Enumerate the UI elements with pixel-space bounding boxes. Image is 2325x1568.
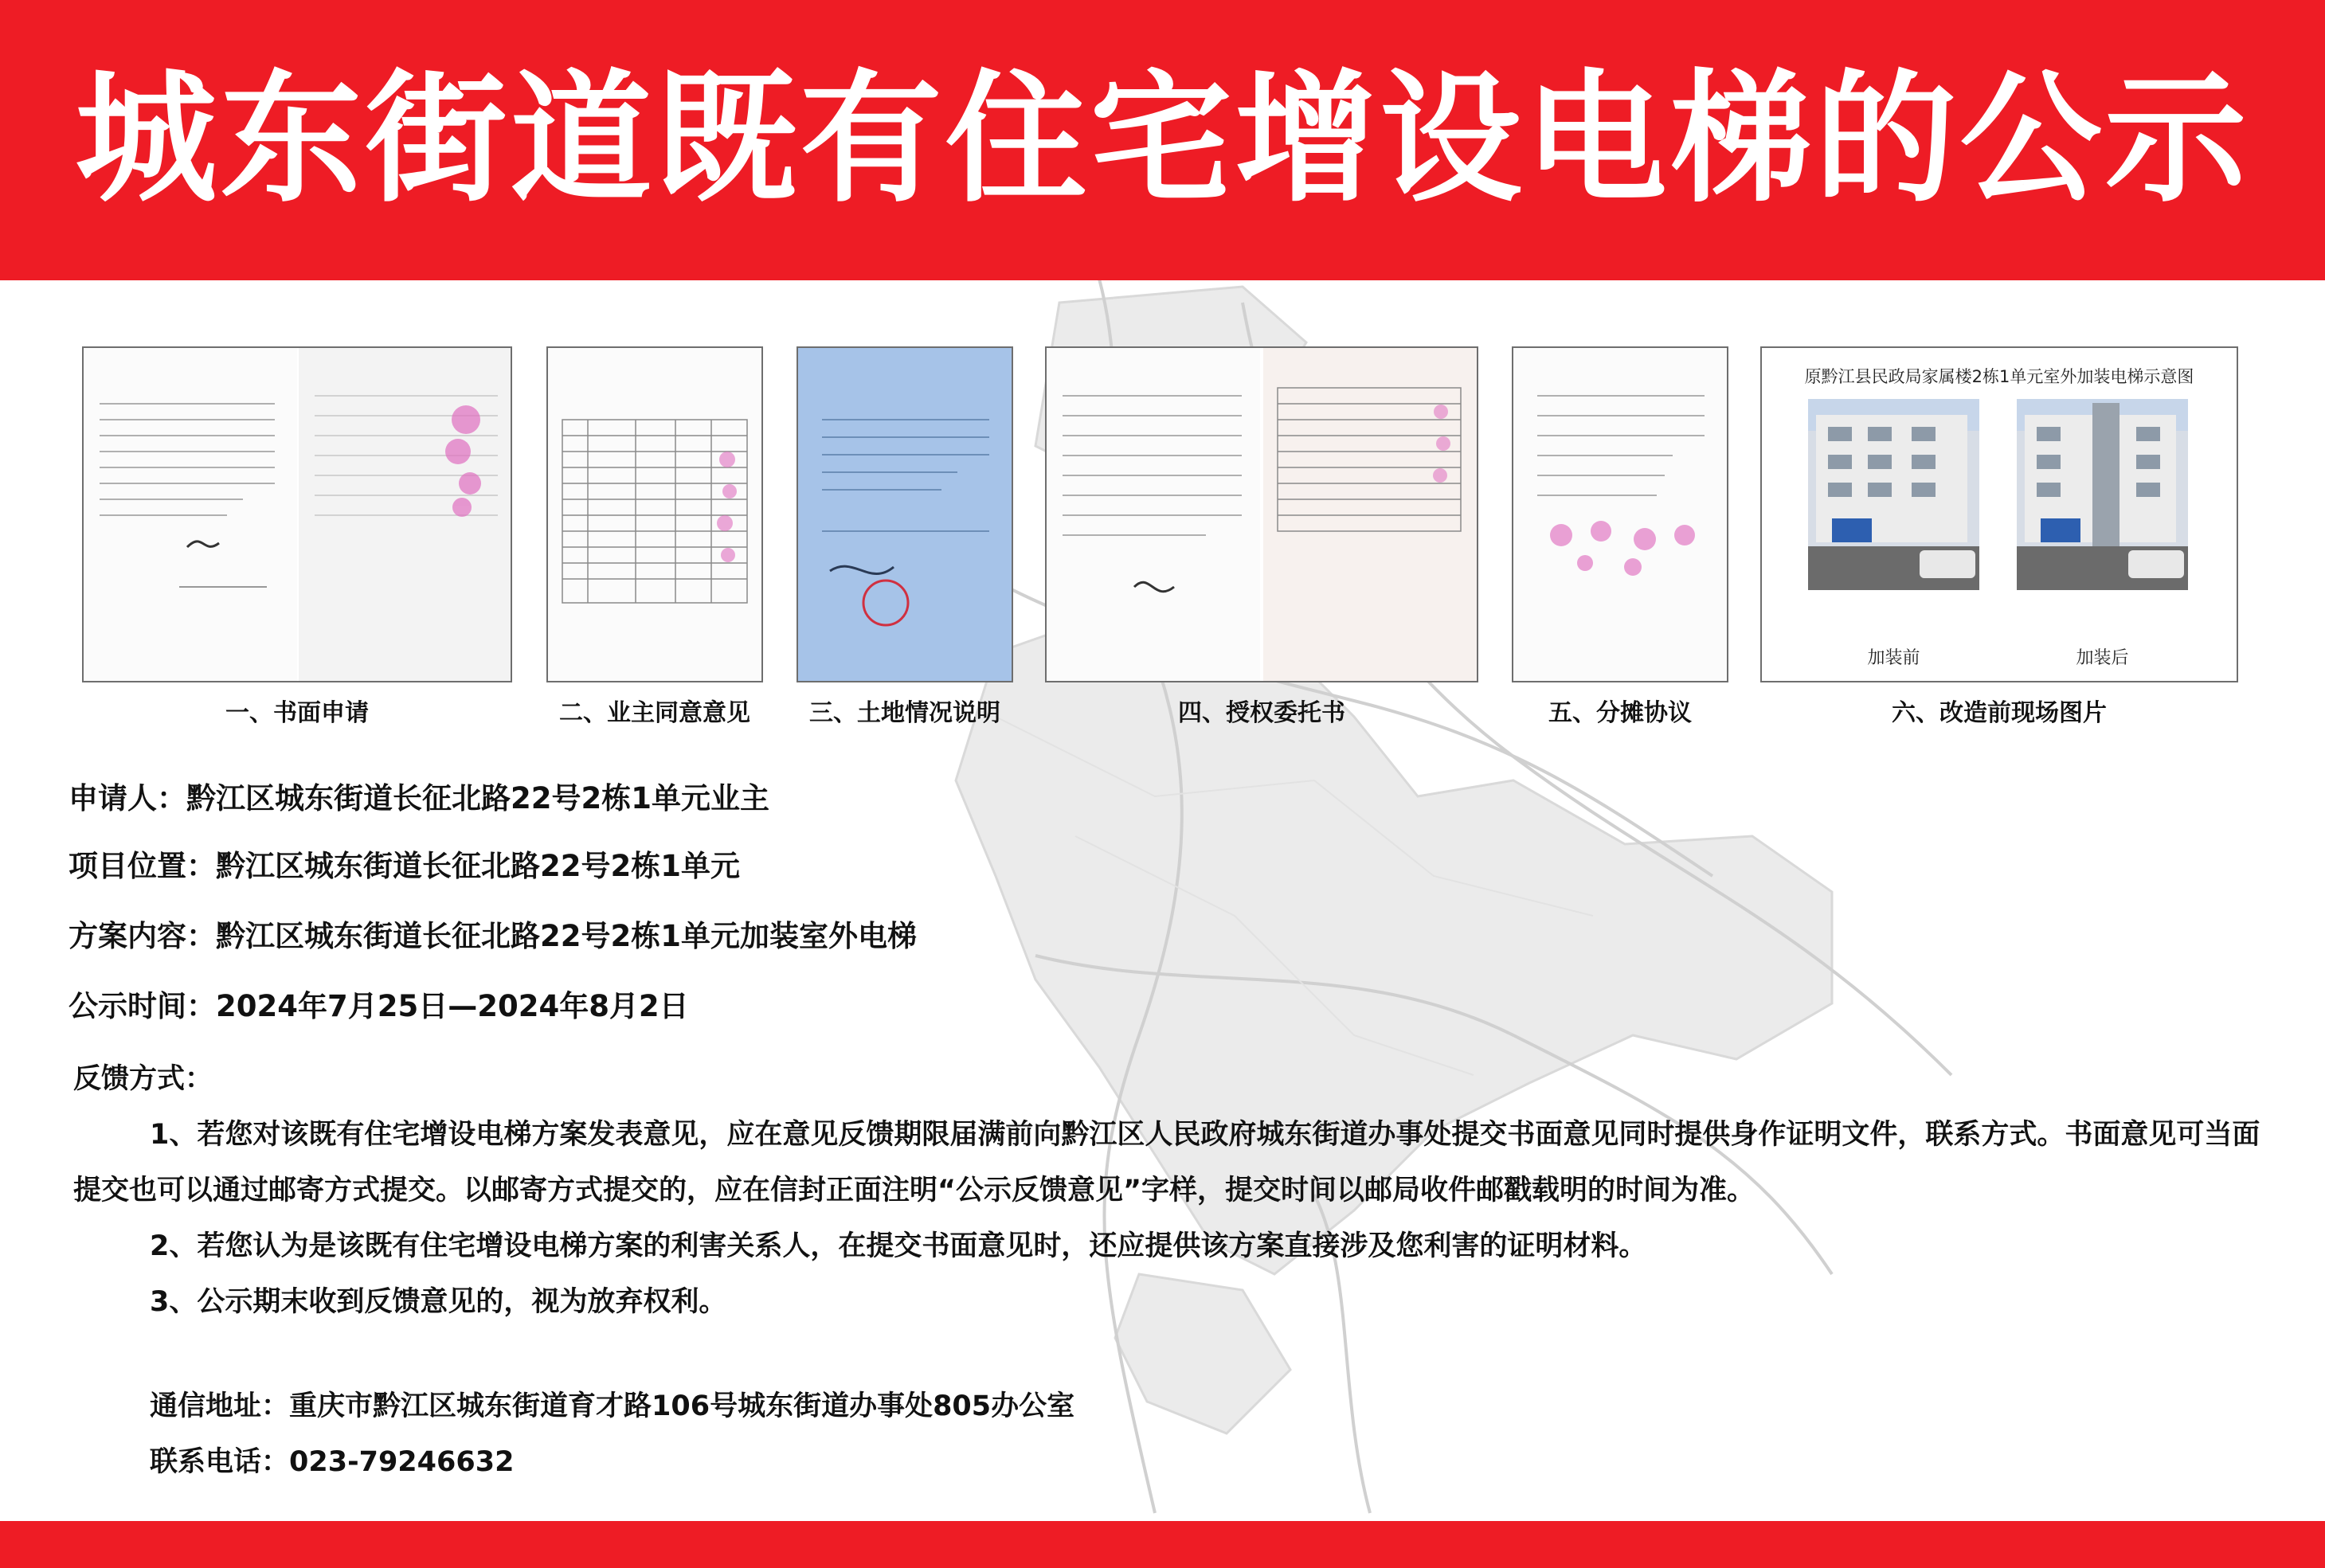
elevator-diagram-title: 原黔江县民政局家属楼2栋1单元室外加装电梯示意图: [1804, 367, 2194, 386]
page-title: 城东街道既有住宅增设电梯的公示: [75, 57, 2250, 221]
before-label: 加装前: [1867, 648, 1920, 668]
application-letter-image: [84, 348, 511, 681]
caption-application: 一、书面申请: [225, 699, 369, 727]
caption-owner-consent: 二、业主同意意见: [559, 699, 750, 727]
land-status-image: [798, 348, 1012, 681]
feedback-item-3: 3、公示期末收到反馈意见的，视为放弃权利。: [150, 1286, 727, 1318]
document-thumbnail-power-of-attorney: [1045, 346, 1478, 682]
caption-power-of-attorney: 四、授权委托书: [1178, 699, 1345, 727]
feedback-section: [73, 1051, 2272, 1330]
plan-line: [68, 912, 917, 955]
plan-value: 黔江区城东街道长征北路22号2栋1单元加装室外电梯: [216, 919, 917, 953]
location-value: 黔江区城东街道长征北路22号2栋1单元: [216, 849, 740, 883]
address-line: [150, 1384, 1074, 1424]
applicant-line: [68, 774, 769, 817]
owner-consent-image: [548, 348, 761, 681]
phone-value: 023-79246632: [289, 1446, 515, 1478]
period-value: 2024年7月25日—2024年8月2日: [216, 989, 689, 1023]
document-thumbnail-owner-consent: [546, 346, 763, 682]
caption-land-status: 三、土地情况说明: [809, 699, 1000, 727]
address-label: 通信地址：: [150, 1390, 290, 1422]
caption-cost-sharing: 五、分摊协议: [1548, 699, 1692, 727]
feedback-heading: 反馈方式：: [73, 1063, 213, 1095]
location-line: [68, 842, 740, 885]
document-thumbnail-land-status: [797, 346, 1013, 682]
document-thumbnail-application: [82, 346, 512, 682]
after-photo: [2017, 399, 2188, 590]
cost-sharing-image: [1513, 348, 1727, 681]
period-line: [68, 982, 689, 1025]
feedback-item-1: 1、若您对该既有住宅增设电梯方案发表意见，应在意见反馈期限届满前向黔江区人民政府城东街道办事处提交书面意见同时提供身作证明文件，联系方式。书面意见可当面提交也可以通过邮寄方式提交。以邮寄方式提交的，应在信封正面注明“公示反馈意见”字样，提交时间以邮局收件邮戳载明的时间为准。: [73, 1119, 2260, 1206]
applicant-label: 申请人：: [68, 781, 186, 815]
footer-banner: [0, 1521, 2325, 1568]
location-label: 项目位置：: [68, 849, 216, 883]
document-thumbnail-site-photos: [1760, 346, 2238, 682]
phone-label: 联系电话：: [150, 1446, 290, 1478]
header-banner: [0, 0, 2325, 280]
address-value: 重庆市黔江区城东街道育才路106号城东街道办事处805办公室: [289, 1390, 1075, 1422]
after-label: 加装后: [2076, 648, 2129, 668]
power-of-attorney-image: [1047, 348, 1477, 681]
period-label: 公示时间：: [68, 989, 216, 1023]
plan-label: 方案内容：: [68, 919, 216, 953]
document-thumbnail-cost-sharing: [1512, 346, 1728, 682]
caption-site-photos: 六、改造前现场图片: [1892, 699, 2107, 727]
phone-line: [150, 1440, 514, 1480]
applicant-value: 黔江区城东街道长征北路22号2栋1单元业主: [186, 781, 769, 815]
before-photo: [1808, 399, 1979, 590]
feedback-item-2: 2、若您认为是该既有住宅增设电梯方案的利害关系人，在提交书面意见时，还应提供该方案直接涉及您利害的证明材料。: [150, 1230, 1647, 1262]
